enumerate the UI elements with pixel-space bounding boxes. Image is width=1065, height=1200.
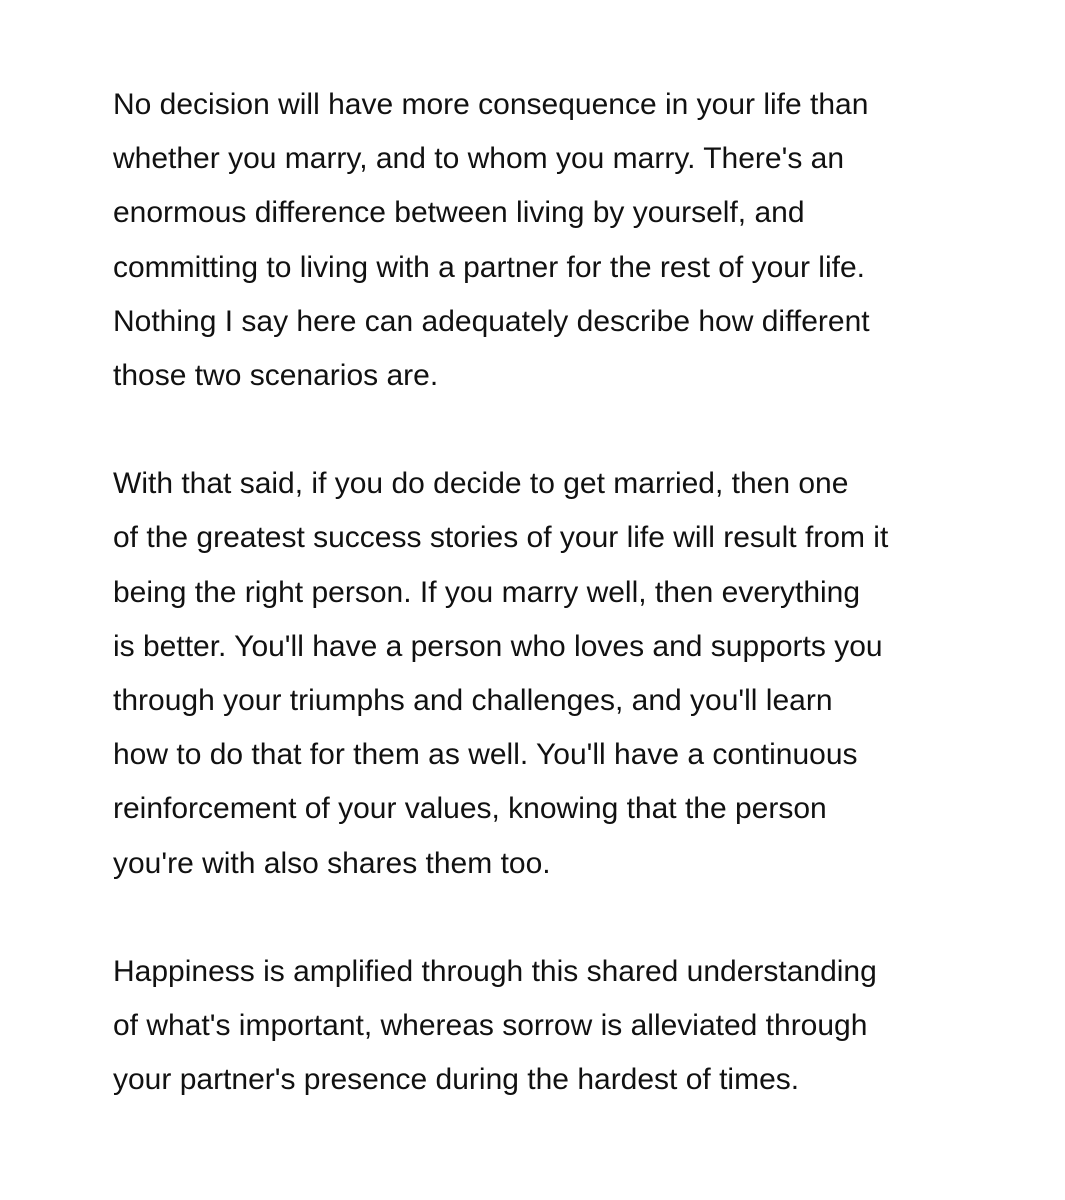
text-line: With that said, if you do decide to get married, then one: [113, 467, 849, 501]
text-line: your partner's presence during the hardest of times.: [113, 1063, 800, 1097]
paragraph-2: [113, 457, 963, 891]
text-line: reinforcement of your values, knowing that the person: [113, 792, 827, 826]
text-line: Happiness is amplified through this shared understanding: [113, 954, 877, 988]
text-line: of what's important, whereas sorrow is alleviated through: [113, 1009, 868, 1043]
text-line: you're with also shares them too.: [113, 846, 551, 880]
text-line: those two scenarios are.: [113, 359, 439, 393]
text-line: Nothing I say here can adequately describe how different: [113, 304, 870, 338]
paragraph-1: [113, 78, 963, 403]
text-line: whether you marry, and to whom you marry. There's an: [113, 142, 845, 176]
text-line: committing to living with a partner for the rest of your life.: [113, 250, 865, 284]
text-line: enormous difference between living by yourself, and: [113, 196, 805, 230]
text-line: is better. You'll have a person who loves and supports you: [113, 629, 883, 663]
paragraph-3: [113, 945, 963, 1108]
text-line: through your triumphs and challenges, and you'll learn: [113, 684, 833, 718]
text-line: being the right person. If you marry well, then everything: [113, 575, 861, 609]
text-line: how to do that for them as well. You'll have a continuous: [113, 738, 858, 772]
article-body: [113, 78, 963, 1161]
text-line: of the greatest success stories of your life will result from it: [113, 521, 889, 555]
text-line: No decision will have more consequence in your life than: [113, 88, 869, 121]
